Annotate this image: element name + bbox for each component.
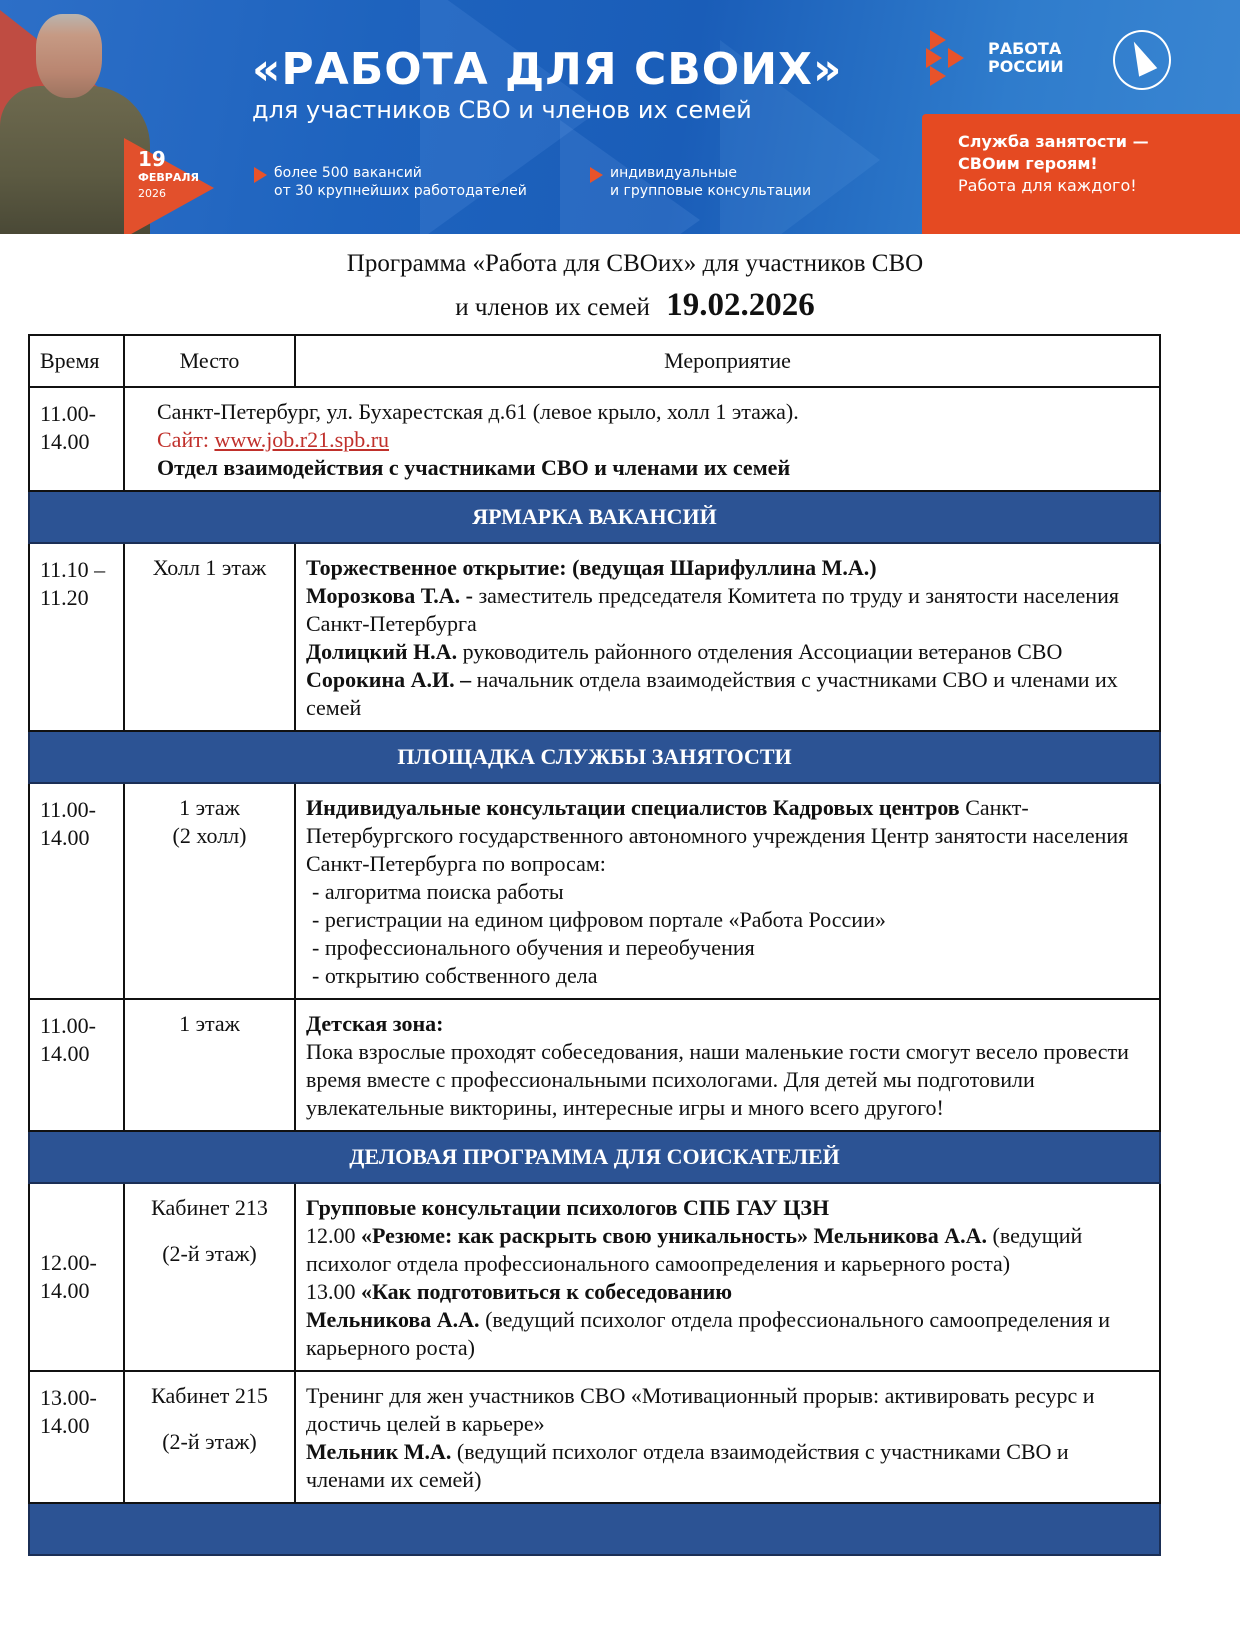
event-date-badge bbox=[138, 148, 199, 202]
slogan-line: Работа для каждого! bbox=[958, 176, 1137, 195]
site-line bbox=[157, 426, 1149, 454]
session-time: 13.00 bbox=[306, 1279, 361, 1304]
event-cell bbox=[295, 543, 1160, 731]
time-to: 14.00 bbox=[40, 1413, 90, 1438]
time-from: 12.00- bbox=[40, 1250, 97, 1275]
time-from: 11.10 – bbox=[40, 557, 106, 582]
session-item bbox=[306, 1222, 1149, 1278]
place-line: Кабинет 213 bbox=[151, 1195, 268, 1220]
event-cell bbox=[295, 999, 1160, 1131]
topic-item: - алгоритма поиска работы bbox=[312, 879, 564, 904]
organizer-department: Отдел взаимодействия с участниками СВО и членами их семей bbox=[157, 455, 791, 480]
date-month: ФЕВРАЛЯ bbox=[138, 171, 199, 184]
speaker-role: руководитель районного отделения Ассоциации ветеранов СВО bbox=[457, 639, 1063, 664]
event-heading: Групповые консультации психологов СПБ ГАУ ЦЗН bbox=[306, 1195, 830, 1220]
person-head bbox=[36, 14, 102, 98]
session-title: «Резюме: как раскрыть свою уникальность» Мельникова А.А. bbox=[361, 1223, 988, 1248]
banner-subtitle: для участников СВО и членов их семей bbox=[252, 96, 752, 124]
speaker bbox=[306, 582, 1149, 638]
document-title-line1: Программа «Работа для СВОих» для участников СВО bbox=[346, 250, 924, 277]
time-from: 11.00- bbox=[40, 401, 97, 426]
table-row bbox=[29, 783, 1160, 999]
logo-line: РОССИИ bbox=[988, 57, 1064, 76]
speaker-name: Долицкий Н.А. bbox=[306, 639, 458, 664]
slogan-line: СВОим героям! bbox=[958, 154, 1098, 173]
document-title-text: и членов их семей bbox=[455, 294, 650, 321]
speaker-role: (ведущий психолог отдела взаимодействия с участниками СВО и членами их семей) bbox=[306, 1439, 1069, 1492]
event-text: Санкт-Петербургского государственного автономного учреждения Центр занятости населения Санкт-Петербурга по вопросам: bbox=[306, 795, 1129, 876]
topic-item: - профессионального обучения и переобучения bbox=[312, 935, 755, 960]
table-row bbox=[29, 1183, 1160, 1371]
speaker-name: Мельник М.А. bbox=[306, 1439, 452, 1464]
employment-service-bird-logo-icon bbox=[1113, 30, 1171, 90]
feature-line: и групповые консультации bbox=[610, 183, 812, 199]
section-title bbox=[29, 1503, 1160, 1555]
time-cell bbox=[29, 1183, 124, 1371]
section-title: ПЛОЩАДКА СЛУЖБЫ ЗАНЯТОСТИ bbox=[29, 731, 1160, 783]
event-heading: Торжественное открытие: (ведущая Шарифуллина М.А.) bbox=[306, 555, 877, 580]
speaker-role: начальник отдела взаимодействия с участниками СВО и членами их семей bbox=[306, 667, 1118, 720]
event-text: Тренинг для жен участников СВО «Мотивационный прорыв: активировать ресурс и достичь целей в карьере» bbox=[306, 1383, 1095, 1436]
event-text: Пока взрослые проходят собеседования, наши маленькие гости смогут весело провести время вместе с профессиональными психологами. Для детей мы подготовили увлекательные викторины, интересные игры и много всего другого! bbox=[306, 1039, 1129, 1120]
site-link[interactable]: www.job.r21.spb.ru bbox=[214, 427, 390, 452]
place-cell bbox=[124, 1183, 295, 1371]
event-heading: Детская зона: bbox=[306, 1011, 444, 1036]
date-day: 19 bbox=[138, 147, 166, 171]
topic-item: - открытию собственного дела bbox=[312, 963, 598, 988]
document-date: 19.02.2026 bbox=[666, 287, 815, 323]
feature-consultations bbox=[590, 164, 811, 200]
place-cell: Холл 1 этаж bbox=[124, 543, 295, 731]
session-time: 12.00 bbox=[306, 1223, 361, 1248]
session-speaker bbox=[306, 1306, 1149, 1362]
feature-line: более 500 вакансий bbox=[274, 165, 422, 181]
section-header-employment-service bbox=[29, 731, 1160, 783]
place-cell bbox=[124, 783, 295, 999]
place-cell bbox=[124, 1371, 295, 1503]
header-event: Мероприятие bbox=[295, 335, 1160, 387]
site-label: Сайт: bbox=[157, 427, 215, 452]
time-cell bbox=[29, 387, 124, 491]
time-from: 13.00- bbox=[40, 1385, 97, 1410]
header-place: Место bbox=[124, 335, 295, 387]
intro-cell bbox=[124, 387, 1160, 491]
header-time: Время bbox=[29, 335, 124, 387]
speaker-role: заместитель председателя Комитета по труду и занятости населения Санкт-Петербурга bbox=[306, 583, 1119, 636]
time-to: 11.20 bbox=[40, 585, 89, 610]
time-to: 14.00 bbox=[40, 825, 90, 850]
time-cell bbox=[29, 999, 124, 1131]
bird-icon bbox=[1125, 37, 1157, 76]
time-to: 14.00 bbox=[40, 429, 90, 454]
section-title: ЯРМАРКА ВАКАНСИЙ bbox=[29, 491, 1160, 543]
section-header-business-program bbox=[29, 1131, 1160, 1183]
time-to: 14.00 bbox=[40, 1041, 90, 1066]
time-cell bbox=[29, 1371, 124, 1503]
feature-line: от 30 крупнейших работодателей bbox=[274, 183, 527, 199]
document-title-line2 bbox=[0, 287, 1240, 324]
speaker bbox=[306, 638, 1149, 666]
event-description bbox=[306, 794, 1149, 878]
table-row-intro bbox=[29, 387, 1160, 491]
session-role: (ведущий психолог отдела профессионального самоопределения и карьерного роста) bbox=[306, 1223, 1083, 1276]
place-line: 1 этаж bbox=[179, 795, 240, 820]
schedule-table bbox=[28, 334, 1161, 1556]
arrow-icon bbox=[254, 167, 267, 183]
rabota-rossii-logo-icon bbox=[926, 30, 982, 88]
slogan-line: Служба занятости — bbox=[958, 132, 1149, 151]
venue-address: Санкт-Петербург, ул. Бухарестская д.61 (левое крыло, холл 1 этажа). bbox=[157, 399, 799, 424]
banner-title: «РАБОТА ДЛЯ СВОИХ» bbox=[252, 44, 843, 95]
arrow-icon bbox=[590, 167, 603, 183]
place-line: Кабинет 215 bbox=[151, 1383, 268, 1408]
event-cell bbox=[295, 1183, 1160, 1371]
speaker bbox=[306, 666, 1149, 722]
table-row bbox=[29, 999, 1160, 1131]
speaker-name: Мельникова А.А. bbox=[306, 1307, 480, 1332]
event-cell bbox=[295, 783, 1160, 999]
feature-vacancies bbox=[254, 164, 527, 200]
topic-item: - регистрации на едином цифровом портале «Работа России» bbox=[312, 907, 886, 932]
logo-line: РАБОТА bbox=[988, 39, 1062, 58]
table-row bbox=[29, 543, 1160, 731]
rabota-rossii-logo-text bbox=[988, 40, 1064, 76]
time-from: 11.00- bbox=[40, 1013, 97, 1038]
feature-line: индивидуальные bbox=[610, 165, 737, 181]
session-item bbox=[306, 1278, 1149, 1306]
section-title: ДЕЛОВАЯ ПРОГРАММА ДЛЯ СОИСКАТЕЛЕЙ bbox=[29, 1131, 1160, 1183]
event-banner bbox=[0, 0, 1240, 234]
session-title: «Как подготовиться к собеседованию bbox=[361, 1279, 733, 1304]
place-line: (2-й этаж) bbox=[162, 1429, 257, 1454]
table-row bbox=[29, 1371, 1160, 1503]
place-line: (2-й этаж) bbox=[162, 1241, 257, 1266]
event-cell bbox=[295, 1371, 1160, 1503]
slogan-box bbox=[922, 114, 1240, 234]
table-header-row bbox=[29, 335, 1160, 387]
event-heading: Индивидуальные консультации специалистов Кадровых центров bbox=[306, 795, 960, 820]
speaker-name: Сорокина А.И. – bbox=[306, 667, 472, 692]
place-cell: 1 этаж bbox=[124, 999, 295, 1131]
section-footer-bar bbox=[29, 1503, 1160, 1555]
date-year: 2026 bbox=[138, 187, 166, 200]
session-speaker bbox=[306, 1438, 1149, 1494]
time-from: 11.00- bbox=[40, 797, 97, 822]
place-line: (2 холл) bbox=[172, 823, 247, 848]
speaker-name: Морозкова Т.А. - bbox=[306, 583, 473, 608]
section-header-job-fair bbox=[29, 491, 1160, 543]
time-cell bbox=[29, 543, 124, 731]
time-to: 14.00 bbox=[40, 1278, 90, 1303]
speaker-role: (ведущий психолог отдела профессионального самоопределения и карьерного роста) bbox=[306, 1307, 1110, 1360]
time-cell bbox=[29, 783, 124, 999]
